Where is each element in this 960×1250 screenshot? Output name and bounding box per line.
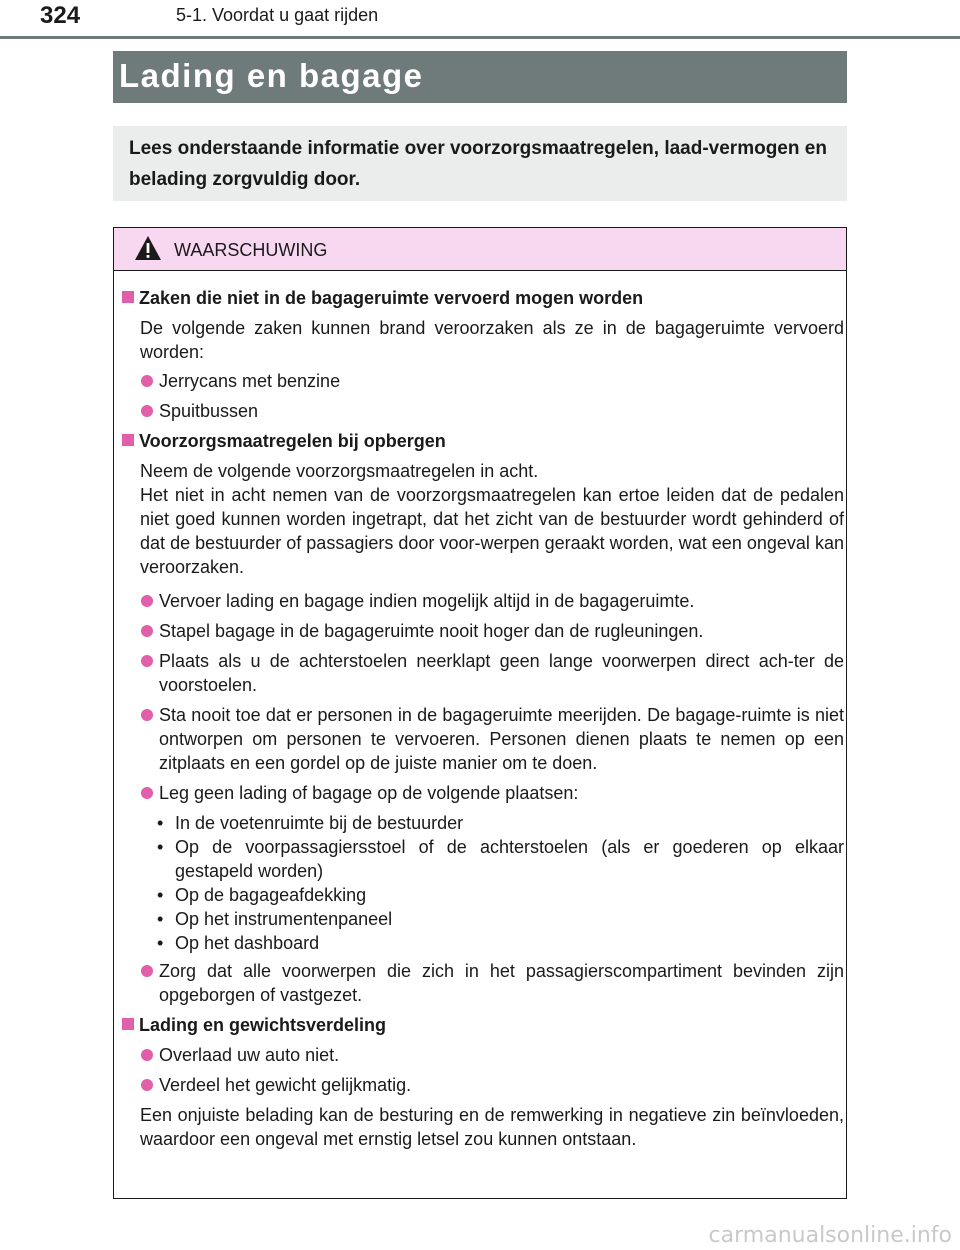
list-item: Vervoer lading en bagage indien mogelijk altijd in de bagageruimte.: [122, 589, 844, 613]
list-item: Verdeel het gewicht gelijkmatig.: [122, 1073, 844, 1097]
list-item: Jerrycans met benzine: [122, 369, 844, 393]
paragraph: Neem de volgende voorzorgsmaatregelen in acht.: [140, 461, 539, 481]
page-number: 324: [40, 2, 81, 29]
warning-header: [114, 228, 846, 271]
paragraph: De volgende zaken kunnen brand veroorzaken als ze in de bagageruimte vervoerd worden:: [140, 318, 844, 362]
paragraph: Een onjuiste belading kan de besturing en de remwerking in negatieve zin beïnvloeden, waardoor een ongeval met ernstig letsel zou kunnen ontstaan.: [140, 1105, 844, 1149]
list-item: Zorg dat alle voorwerpen die zich in het passagierscompartiment bevinden zijn opgeborgen of vastgezet.: [122, 959, 844, 1007]
section-title: 5-1. Voordat u gaat rijden: [176, 5, 379, 25]
list-item: Stapel bagage in de bagageruimte nooit hoger dan de rugleuningen.: [122, 619, 844, 643]
list-item: Plaats als u de achterstoelen neerklapt geen lange voorwerpen direct ach-ter de voorstoelen.: [122, 649, 844, 697]
page-header: [0, 0, 960, 40]
intro-text: Lees onderstaande informatie over voorzorgsmaatregelen, laad-vermogen en belading zorgvuldig door.: [129, 138, 827, 190]
list-item: Overlaad uw auto niet.: [122, 1043, 844, 1067]
sub-list-item: • In de voetenruimte bij de bestuurder: [122, 811, 844, 835]
intro-box: [113, 126, 847, 201]
warning-triangle-icon: [134, 235, 162, 261]
header-divider: [0, 36, 960, 39]
section-heading: Zaken die niet in de bagageruimte vervoerd mogen worden: [122, 286, 844, 310]
list-item: Sta nooit toe dat er personen in de bagageruimte meerijden. De bagage-ruimte is niet ontworpen om personen te vervoeren. Personen dienen plaats te nemen op een zitplaats en een gordel op de juiste manier om te doen.: [122, 703, 844, 775]
section-heading: Voorzorgsmaatregelen bij opbergen: [122, 429, 844, 453]
list-item: Spuitbussen: [122, 399, 844, 423]
sub-list-item: • Op de voorpassagiersstoel of de achterstoelen (als er goederen op elkaar gestapeld worden): [122, 835, 844, 883]
list-item: Leg geen lading of bagage op de volgende plaatsen:: [122, 781, 844, 805]
paragraph: Het niet in acht nemen van de voorzorgsmaatregelen kan ertoe leiden dat de pedalen niet goed kunnen worden ingetrapt, dat het zicht van de bestuurder wordt gehinderd of dat de bestuurder of passagiers door voor-werpen geraakt worden, wat een ongeval kan veroorzaken.: [140, 485, 844, 577]
warning-box: [113, 227, 847, 1199]
section-heading: Lading en gewichtsverdeling: [122, 1013, 844, 1037]
watermark: carmanualsonline.info: [708, 1223, 952, 1248]
warning-label: WAARSCHUWING: [174, 240, 328, 260]
sub-list-item: • Op het dashboard: [122, 931, 844, 955]
sub-list-item: • Op het instrumentenpaneel: [122, 907, 844, 931]
title-band: [113, 51, 847, 103]
page-title: Lading en bagage: [119, 57, 424, 94]
sub-list-item: • Op de bagageafdekking: [122, 883, 844, 907]
warning-content: [122, 286, 844, 1156]
